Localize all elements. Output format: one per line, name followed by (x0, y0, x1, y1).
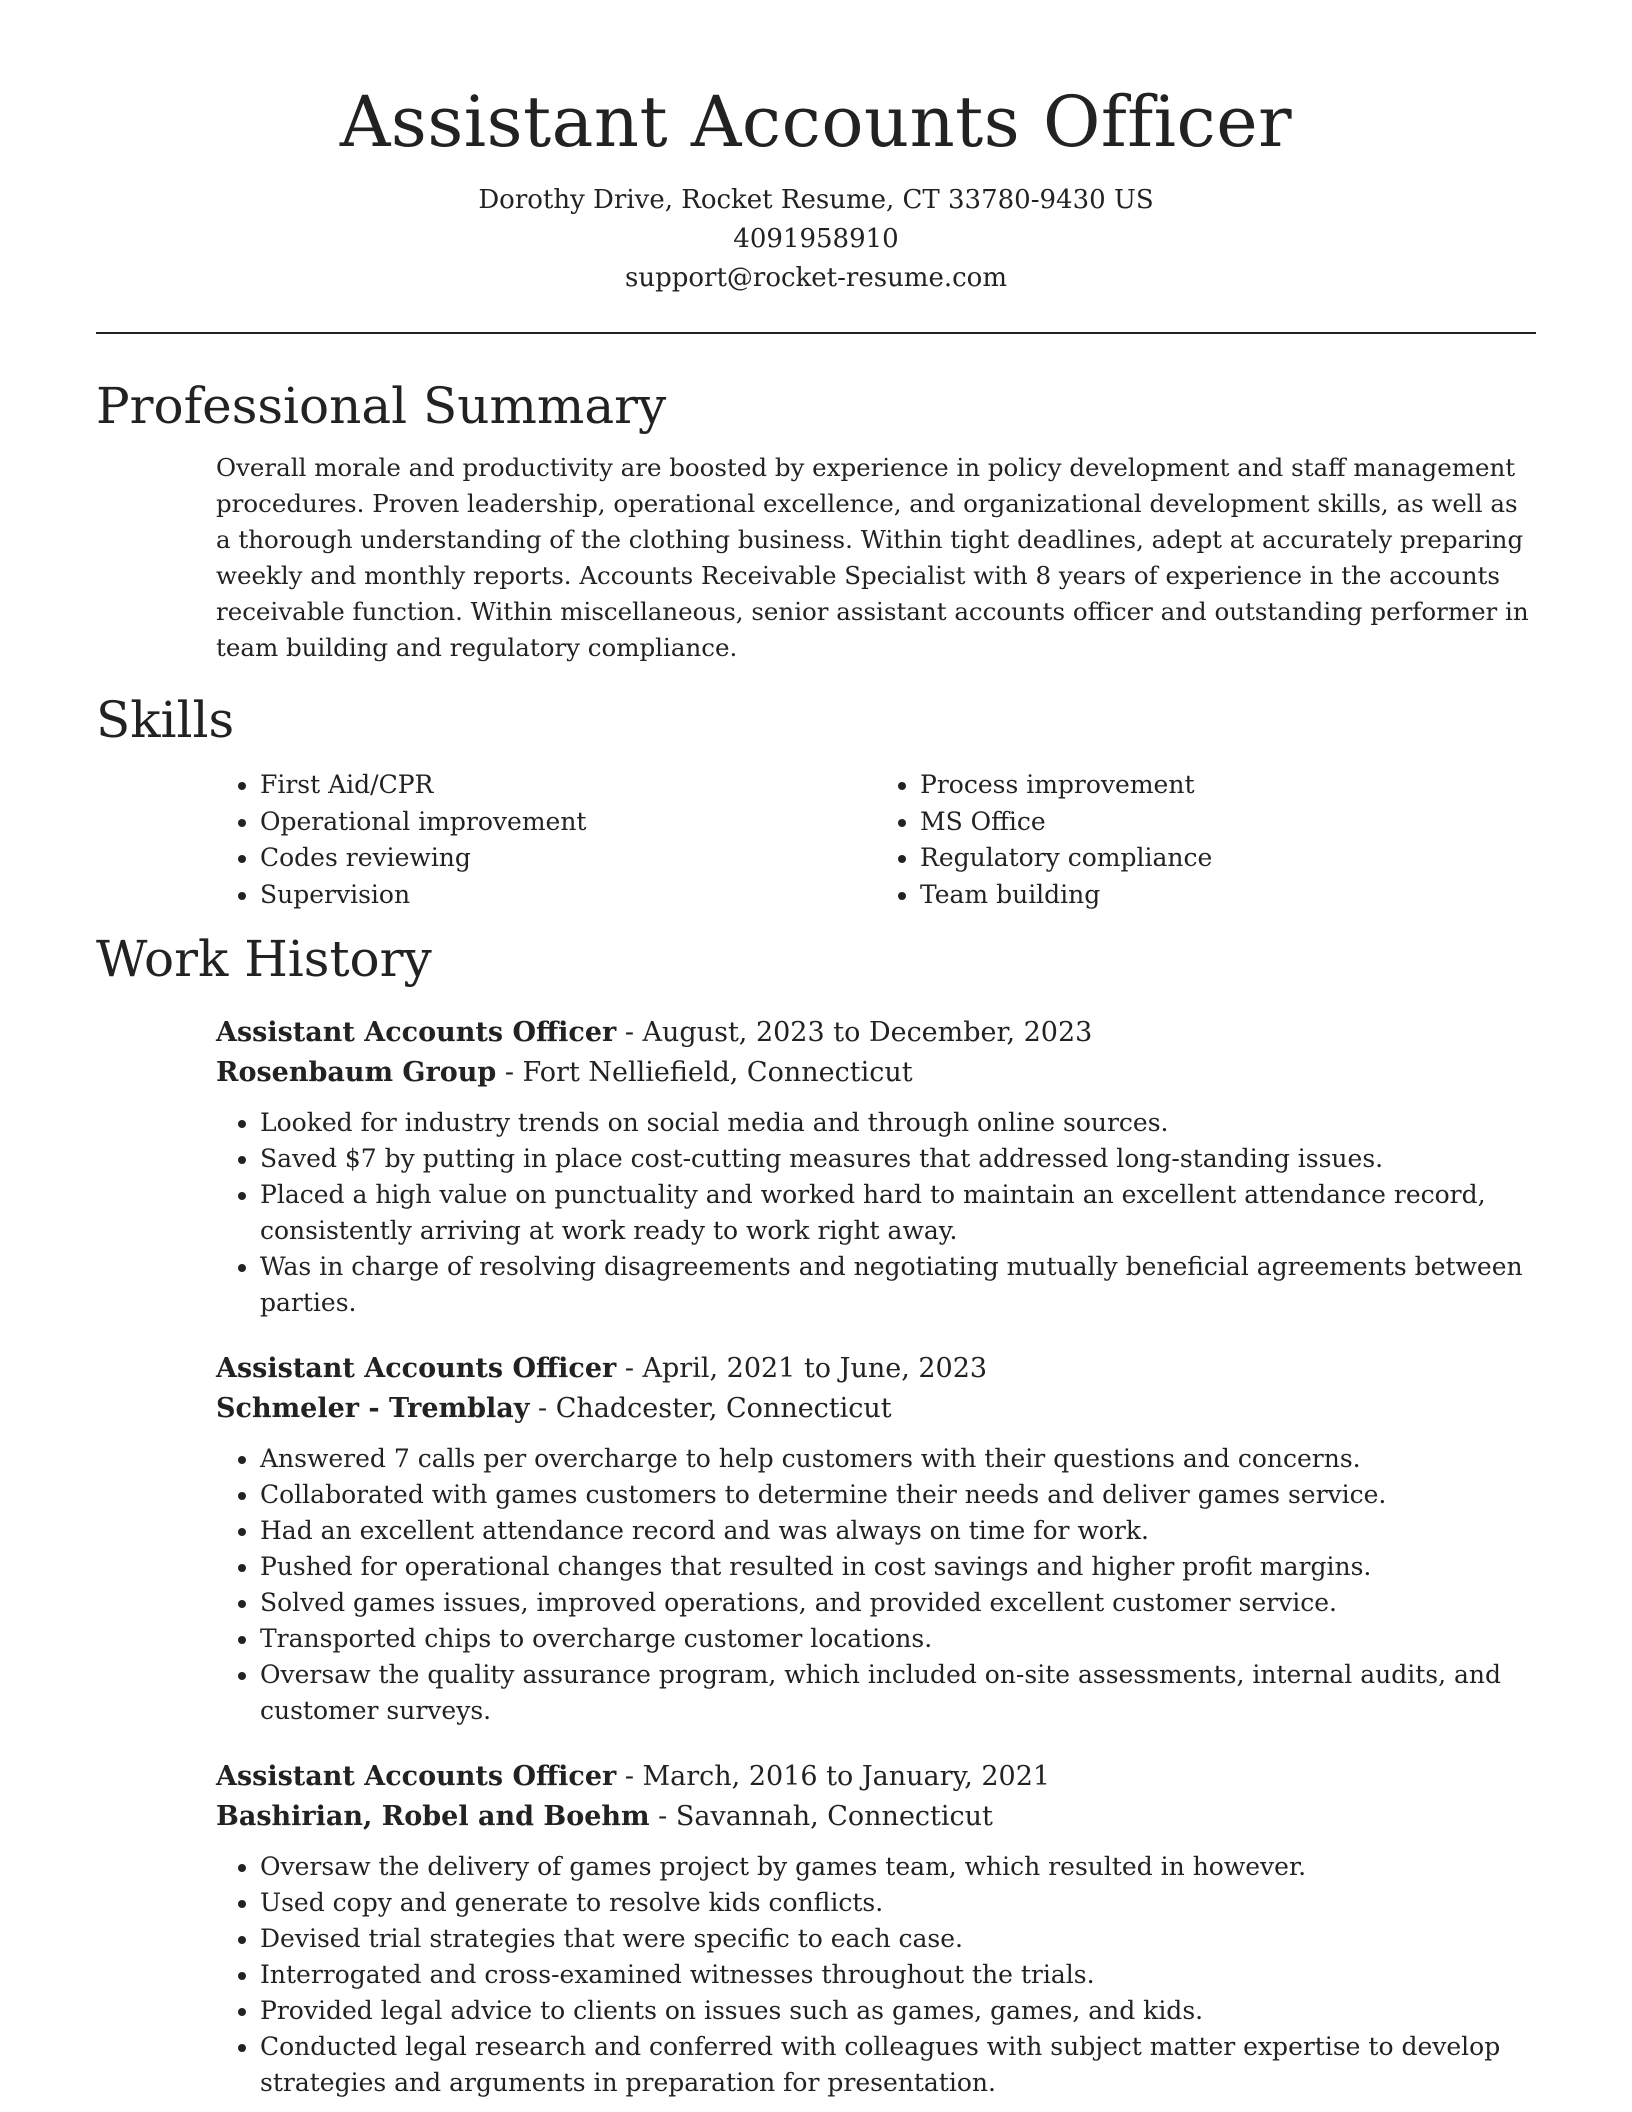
job-dates: - August, 2023 to December, 2023 (616, 1016, 1093, 1048)
header-divider (96, 332, 1536, 334)
job-company: Schmeler - Tremblay (216, 1392, 530, 1424)
job-entry (216, 1757, 1536, 2101)
job-bullet: • Conducted legal research and conferred with colleagues with subject matter expertise to develop strategies and arguments in preparation for presentation. (260, 2029, 1536, 2101)
skill-item: • Team building (920, 877, 1536, 914)
skill-item: • Codes reviewing (260, 840, 876, 877)
contact-block (0, 181, 1632, 298)
job-dates: - March, 2016 to January, 2021 (616, 1760, 1051, 1792)
job-entry (216, 1013, 1536, 1321)
resume-header (0, 0, 1632, 298)
job-company-line (216, 1389, 1536, 1429)
job-bullet: • Answered 7 calls per overcharge to help customers with their questions and concerns. (260, 1441, 1536, 1477)
job-bullet: • Oversaw the delivery of games project by games team, which resulted in however. (260, 1849, 1536, 1885)
job-company: Rosenbaum Group (216, 1056, 497, 1088)
job-bullet: • Transported chips to overcharge customer locations. (260, 1621, 1536, 1657)
skills-column-left (216, 767, 876, 913)
contact-address: Dorothy Drive, Rocket Resume, CT 33780-9430 US (478, 185, 1154, 215)
job-location: - Savannah, Connecticut (649, 1800, 993, 1832)
job-title: Assistant Accounts Officer (216, 1760, 617, 1792)
job-bullet: • Devised trial strategies that were specific to each case. (260, 1921, 1536, 1957)
skill-item: • Operational improvement (260, 804, 876, 841)
skill-item: • MS Office (920, 804, 1536, 841)
skill-item: • Regulatory compliance (920, 840, 1536, 877)
job-bullet: • Solved games issues, improved operations, and provided excellent customer service. (260, 1585, 1536, 1621)
job-bullet: • Saved $7 by putting in place cost-cutting measures that addressed long-standing issues. (260, 1141, 1536, 1177)
resume-name: Assistant Accounts Officer (339, 81, 1293, 163)
job-location: - Fort Nelliefield, Connecticut (496, 1056, 913, 1088)
job-bullet: • Interrogated and cross-examined witnesses throughout the trials. (260, 1957, 1536, 1993)
job-bullets (216, 1849, 1536, 2101)
job-title: Assistant Accounts Officer (216, 1352, 617, 1384)
skill-item: • Process improvement (920, 767, 1536, 804)
skills-column-right (876, 767, 1536, 913)
job-location: - Chadcester, Connecticut (529, 1392, 892, 1424)
job-bullet: • Provided legal advice to clients on issues such as games, games, and kids. (260, 1993, 1536, 2029)
contact-phone: 4091958910 (733, 224, 899, 254)
job-entry (216, 1349, 1536, 1729)
skills-list (216, 767, 1536, 913)
skill-item: • First Aid/CPR (260, 767, 876, 804)
job-bullet: • Had an excellent attendance record and was always on time for work. (260, 1513, 1536, 1549)
job-bullet: • Placed a high value on punctuality and worked hard to maintain an excellent attendance record, consistently arriving at work ready to work right away. (260, 1177, 1536, 1249)
job-title: Assistant Accounts Officer (216, 1016, 617, 1048)
job-bullet: • Was in charge of resolving disagreements and negotiating mutually beneficial agreements between parties. (260, 1249, 1536, 1321)
job-dates: - April, 2021 to June, 2023 (616, 1352, 988, 1384)
summary-text: Overall morale and productivity are boosted by experience in policy development and staff management procedures. Proven leadership, operational excellence, and organizational development skills, as well as a thorough understanding of the clothing business. Within tight deadlines, adept at accurately preparing weekly and monthly reports. Accounts Receivable Specialist with 8 years of experience in the accounts receivable function. Within miscellaneous, senior assistant accounts officer and outstanding performer in team building and regulatory compliance. (216, 452, 1529, 662)
job-bullets (216, 1441, 1536, 1729)
job-company-line (216, 1797, 1536, 1837)
job-title-line (216, 1349, 1536, 1389)
job-company-line (216, 1053, 1536, 1093)
job-bullet: • Oversaw the quality assurance program, which included on-site assessments, internal audits, and customer surveys. (260, 1657, 1536, 1729)
summary-heading: Professional Summary (96, 377, 667, 435)
job-title-line (216, 1757, 1536, 1797)
job-bullet: • Used copy and generate to resolve kids conflicts. (260, 1885, 1536, 1921)
job-company: Bashirian, Robel and Boehm (216, 1800, 650, 1832)
job-bullets (216, 1105, 1536, 1321)
skill-item: • Supervision (260, 877, 876, 914)
work-history-heading: Work History (96, 930, 432, 988)
job-bullet: • Collaborated with games customers to determine their needs and deliver games service. (260, 1477, 1536, 1513)
skills-heading: Skills (96, 690, 235, 749)
job-bullet: • Pushed for operational changes that resulted in cost savings and higher profit margins. (260, 1549, 1536, 1585)
job-bullet: • Looked for industry trends on social media and through online sources. (260, 1105, 1536, 1141)
job-title-line (216, 1013, 1536, 1053)
contact-email: support@rocket-resume.com (624, 263, 1007, 293)
